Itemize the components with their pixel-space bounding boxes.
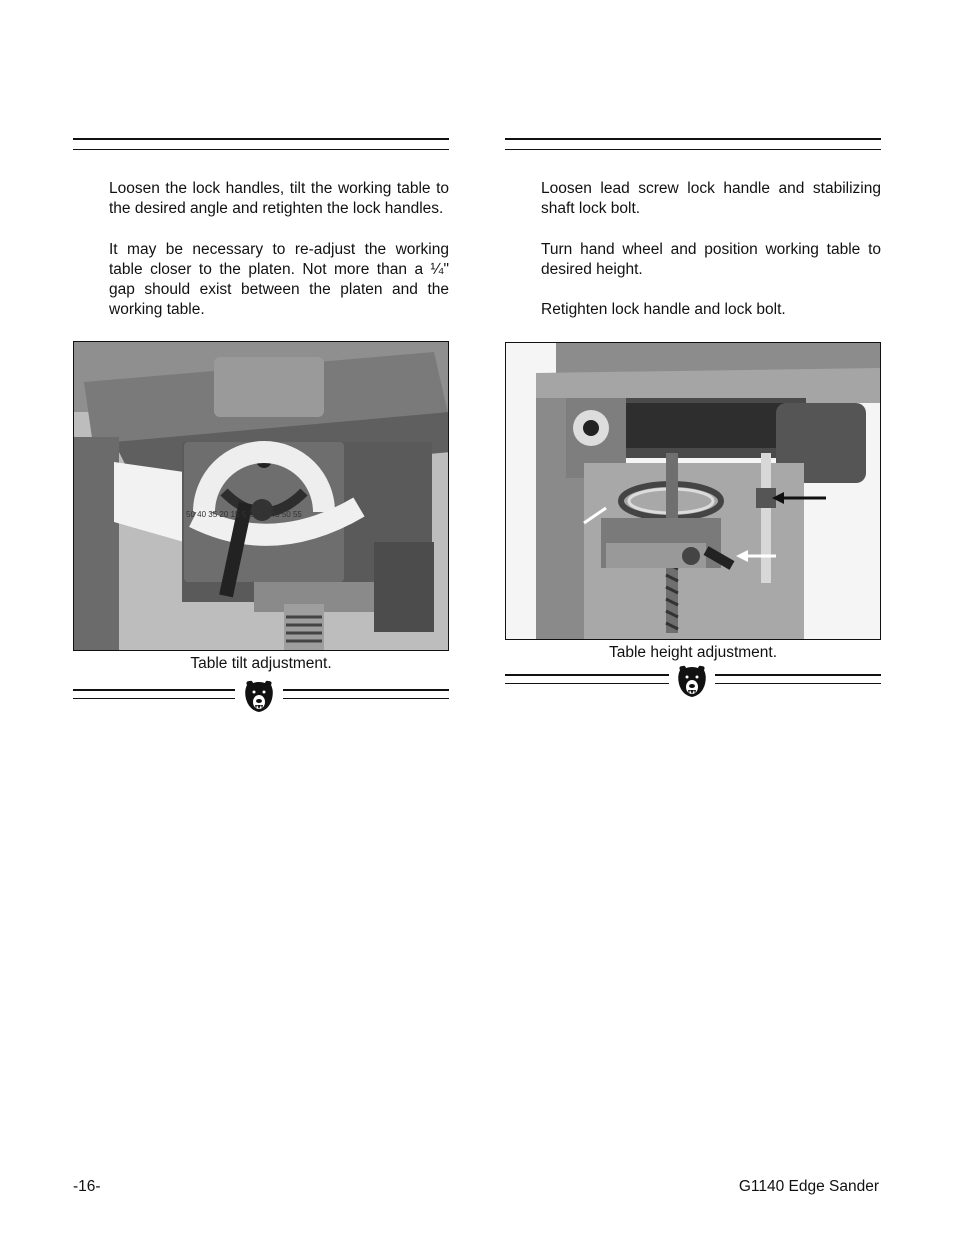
figure-caption: Table tilt adjustment. [190,654,332,672]
section-rule [505,138,881,150]
table-tilt-illustration [74,342,449,650]
right-column [505,138,881,698]
step-text: It may be necessary to re-adjust the working table closer to the platen. Not more than a ¼" gap should exist between the platen and the working table. [109,240,449,319]
table-height-photo [505,342,881,640]
step-text: Loosen lead screw lock handle and stabilizing shaft lock bolt. [541,180,881,218]
scale-label: 25 [248,509,258,519]
scale-label: 40 [197,509,207,519]
height-steps [505,179,881,320]
table-tilt-photo [73,341,449,651]
left-column [73,138,449,713]
scale-label: 5 [241,509,247,519]
scale-label: 20 [219,509,229,519]
section-divider [73,679,449,713]
page-number: -16- [73,1178,101,1195]
section-divider [505,664,881,698]
scale-label: 35 [208,509,218,519]
scale-label: 50 [281,509,291,519]
step-text: Retighten lock handle and lock bolt. [541,301,786,319]
scale-label: 45 [270,509,280,519]
scale-label: 15 [230,509,240,519]
figure-caption: Table height adjustment. [608,644,778,662]
step-text: Turn hand wheel and position working table to desired height. [541,240,881,278]
angle-scale-labels [186,510,346,519]
table-height-illustration [506,343,881,639]
scale-label: 55 [292,509,302,519]
bear-logo-icon [243,679,275,713]
scale-label: 50 [186,509,195,519]
bear-logo-icon [676,664,708,698]
section-rule [73,138,449,150]
tilt-steps [73,179,449,321]
scale-label: 30 [259,509,269,519]
product-name: G1140 Edge Sander [738,1178,879,1195]
step-text: Loosen the lock handles, tilt the working table to the desired angle and retighten the lock handles. [109,180,449,218]
